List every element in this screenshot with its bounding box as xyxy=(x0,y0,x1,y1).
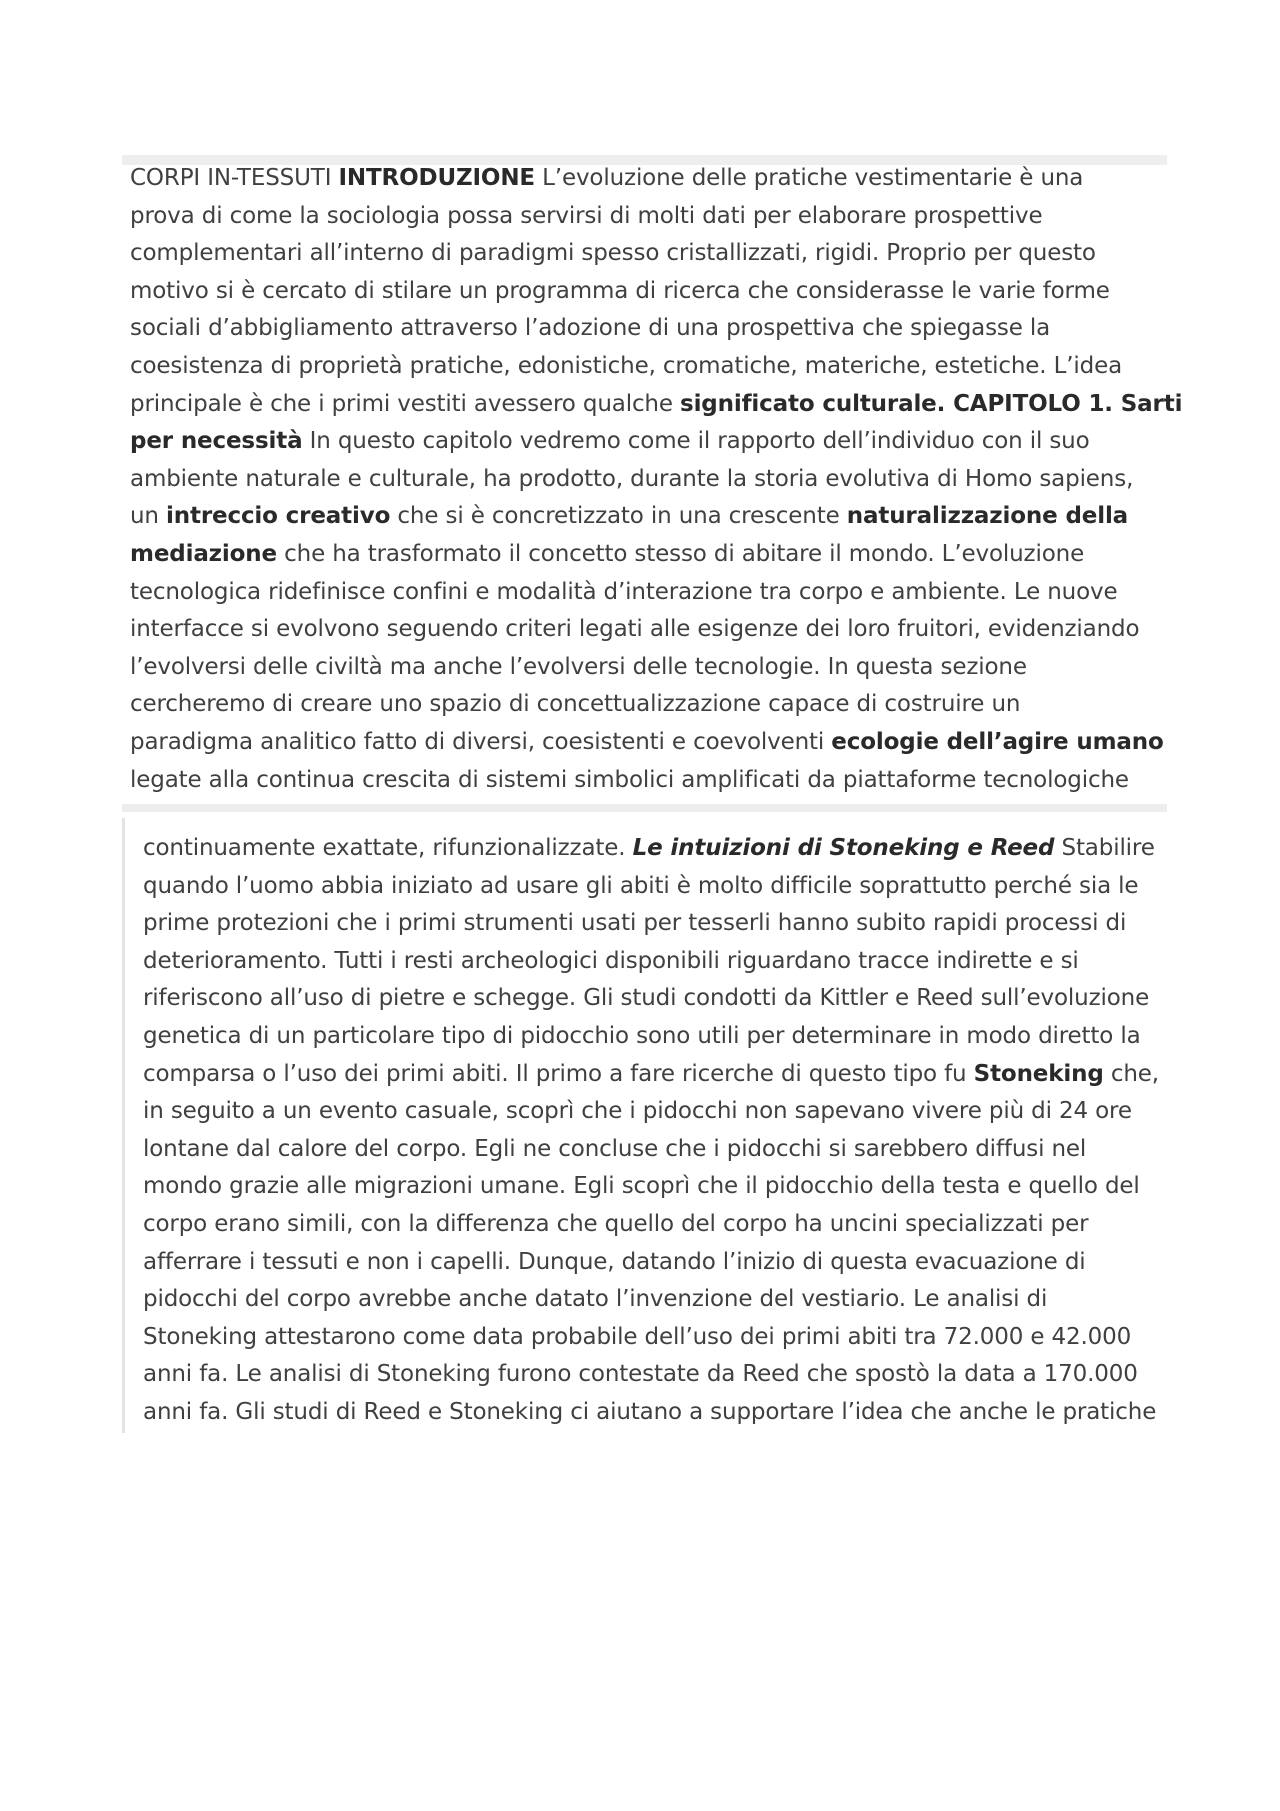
text-run: sociali d’abbigliamento attraverso l’adozione di una prospettiva che spiegasse la xyxy=(130,315,1051,342)
text-run: prime protezioni che i primi strumenti usati per tesserli hanno subito rapidi processi di xyxy=(143,910,1127,937)
text-run: riferiscono all’uso di pietre e schegge. Gli studi condotti da Kittler e Reed sull’evoluzione xyxy=(143,985,1150,1012)
text-run: complementari all’interno di paradigmi spesso cristallizzati, rigidi. Proprio per questo xyxy=(130,240,1096,267)
text-line xyxy=(143,1056,1168,1094)
text-run: continuamente exattate, rifunzionalizzate. xyxy=(143,835,633,861)
bold-term: ecologie dell’agire umano xyxy=(831,728,1164,755)
text-block-stoneking-reed xyxy=(143,830,1168,1432)
text-run: che ha trasformato il concetto stesso di abitare il mondo. L’evoluzione xyxy=(276,540,1085,567)
bold-term: per necessità xyxy=(130,428,303,455)
text-line xyxy=(130,310,1165,348)
text-line xyxy=(143,868,1168,906)
text-line xyxy=(143,1168,1168,1206)
text-run: Stoneking attestarono come data probabile dell’uso dei primi abiti tra 72.000 e 42.000 xyxy=(143,1323,1132,1350)
text-run: anni fa. Gli studi di Reed e Stoneking ci aiutano a supportare l’idea che anche le pratiche xyxy=(143,1398,1157,1425)
text-run: che si è concretizzato in una crescente xyxy=(390,503,847,530)
bold-term: Stoneking xyxy=(973,1060,1104,1087)
text-run: coesistenza di proprietà pratiche, edonistiche, cromatiche, materiche, estetiche. L’idea xyxy=(130,352,1123,379)
text-run: principale è che i primi vestiti avessero qualche xyxy=(130,390,681,417)
text-line xyxy=(143,830,1168,868)
bold-term: mediazione xyxy=(130,540,277,567)
text-run: deterioramento. Tutti i resti archeologici disponibili riguardano tracce indirette e si xyxy=(143,947,1079,974)
text-run: genetica di un particolare tipo di pidocchio sono utili per determinare in modo diretto la xyxy=(143,1022,1141,1049)
text-run: L’evoluzione delle pratiche vestimentarie è una xyxy=(534,165,1084,191)
text-run: in seguito a un evento casuale, scoprì che i pidocchi non sapevano vivere più di 24 ore xyxy=(143,1098,1132,1125)
text-run: comparsa o l’uso dei primi abiti. Il primo a fare ricerche di questo tipo fu xyxy=(143,1060,974,1087)
text-run: che, xyxy=(1103,1060,1159,1087)
text-run: tecnologica ridefinisce confini e modalità d’interazione tra corpo e ambiente. Le nuove xyxy=(130,578,1118,605)
text-line xyxy=(130,762,1165,800)
text-line xyxy=(130,724,1165,762)
text-run: legate alla continua crescita di sistemi simbolici amplificati da piattaforme tecnologiche xyxy=(130,766,1129,793)
text-run: interfacce si evolvono seguendo criteri legati alle esigenze dei loro fruitori, evidenziando xyxy=(130,616,1140,643)
block-2-left-border xyxy=(122,818,125,1433)
text-run: prova di come la sociologia possa servirsi di molti dati per elaborare prospettive xyxy=(130,202,1043,229)
italic-heading: Le intuizioni di Stoneking e Reed xyxy=(632,835,1055,861)
text-run: anni fa. Le analisi di Stoneking furono contestate da Reed che spostò la data a 170.000 xyxy=(143,1361,1138,1388)
text-line xyxy=(143,1131,1168,1169)
text-line xyxy=(143,1018,1168,1056)
bold-term: INTRODUZIONE xyxy=(338,165,535,191)
text-line xyxy=(130,423,1165,461)
text-run: corpo erano simili, con la differenza che quello del corpo ha uncini specializzati per xyxy=(143,1210,1089,1237)
text-run: ambiente naturale e culturale, ha prodotto, durante la storia evolutiva di Homo sapiens, xyxy=(130,465,1134,492)
text-line xyxy=(143,1319,1168,1357)
text-line xyxy=(143,1093,1168,1131)
text-run: In questo capitolo vedremo come il rapporto dell’individuo con il suo xyxy=(302,428,1090,455)
text-line xyxy=(143,1394,1168,1432)
text-line xyxy=(130,348,1165,386)
text-run: Stabilire xyxy=(1054,835,1155,861)
text-line xyxy=(143,1281,1168,1319)
text-line xyxy=(130,198,1165,236)
text-line xyxy=(143,943,1168,981)
text-line xyxy=(143,1244,1168,1282)
text-run: pidocchi del corpo avrebbe anche datato l’invenzione del vestiario. Le analisi di xyxy=(143,1286,1048,1313)
text-line xyxy=(130,386,1183,424)
text-run: quando l’uomo abbia iniziato ad usare gli abiti è molto difficile soprattutto perché sia le xyxy=(143,872,1139,899)
bold-term: significato culturale. CAPITOLO 1. Sarti xyxy=(680,390,1183,417)
text-line xyxy=(130,686,1165,724)
text-run: afferrare i tessuti e non i capelli. Dunque, datando l’inizio di questa evacuazione di xyxy=(143,1248,1086,1275)
text-line xyxy=(143,905,1168,943)
text-run: l’evolversi delle civiltà ma anche l’evolversi delle tecnologie. In questa sezione xyxy=(130,653,1027,680)
text-run: cercheremo di creare uno spazio di concettualizzazione capace di costruire un xyxy=(130,691,1021,718)
text-block-introduzione xyxy=(130,160,1183,799)
text-run: CORPI IN-TESSUTI xyxy=(130,165,339,191)
text-line xyxy=(130,649,1165,687)
text-line xyxy=(130,574,1165,612)
text-line xyxy=(143,1356,1168,1394)
text-run: lontane dal calore del corpo. Egli ne concluse che i pidocchi si sarebbero diffusi nel xyxy=(143,1135,1087,1162)
text-line xyxy=(130,160,1165,198)
block-1-bottom-divider xyxy=(122,804,1167,812)
text-run: mondo grazie alle migrazioni umane. Egli scoprì che il pidocchio della testa e quello del xyxy=(143,1173,1140,1200)
text-line xyxy=(130,461,1165,499)
text-run: motivo si è cercato di stilare un programma di ricerca che considerasse le varie forme xyxy=(130,277,1110,304)
text-line xyxy=(130,273,1165,311)
bold-term: intreccio creativo xyxy=(166,503,391,530)
text-line xyxy=(143,1206,1168,1244)
text-line xyxy=(130,498,1165,536)
text-line xyxy=(130,611,1165,649)
text-line xyxy=(130,536,1165,574)
text-run: un xyxy=(130,503,167,530)
text-line xyxy=(143,980,1168,1018)
bold-term: naturalizzazione della xyxy=(846,503,1129,530)
text-line xyxy=(130,235,1165,273)
text-run: paradigma analitico fatto di diversi, coesistenti e coevolventi xyxy=(130,728,832,755)
